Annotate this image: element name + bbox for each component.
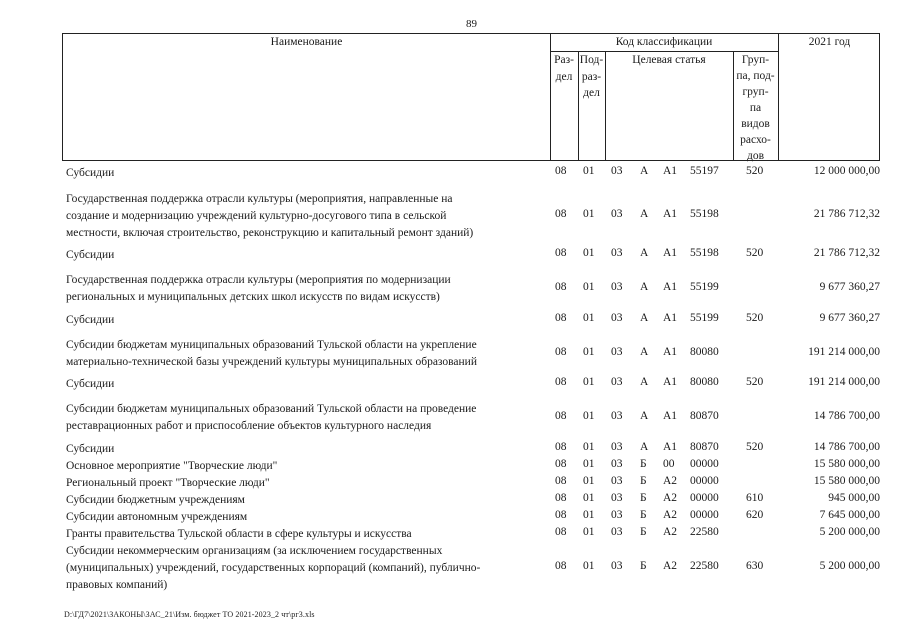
row-target-3: А2 bbox=[663, 560, 678, 572]
row-razdel: 08 bbox=[555, 346, 567, 358]
row-name: Субсидии bbox=[66, 378, 115, 390]
row-amount: 191 214 000,00 bbox=[808, 346, 880, 358]
row-target-2: А bbox=[640, 376, 649, 388]
row-name: Субсидии bbox=[66, 314, 115, 326]
row-vid: 520 bbox=[746, 312, 764, 324]
row-target-3: А2 bbox=[663, 492, 678, 504]
row-target-4: 80870 bbox=[690, 441, 719, 453]
row-podrazdel: 01 bbox=[583, 526, 595, 538]
row-amount: 21 786 712,32 bbox=[813, 247, 880, 259]
row-name: Субсидии bbox=[66, 167, 115, 179]
row-amount: 14 786 700,00 bbox=[813, 441, 880, 453]
row-podrazdel: 01 bbox=[583, 208, 595, 220]
row-target-1: 03 bbox=[611, 492, 623, 504]
row-amount: 945 000,00 bbox=[828, 492, 880, 504]
row-target-4: 55199 bbox=[690, 312, 719, 324]
row-podrazdel: 01 bbox=[583, 281, 595, 293]
row-vid: 520 bbox=[746, 441, 764, 453]
row-target-1: 03 bbox=[611, 410, 623, 422]
row-podrazdel: 01 bbox=[583, 410, 595, 422]
row-amount: 9 677 360,27 bbox=[819, 312, 880, 324]
row-amount: 7 645 000,00 bbox=[819, 509, 880, 521]
header-year: 2021 год bbox=[808, 36, 851, 48]
row-vid: 520 bbox=[746, 376, 764, 388]
row-target-3: А2 bbox=[663, 509, 678, 521]
row-target-1: 03 bbox=[611, 376, 623, 388]
row-name: Государственная поддержка отрасли культуры (мероприятия по модернизации региональных и муниципальных детских школ искусств по видам искусств) bbox=[66, 274, 451, 303]
row-razdel: 08 bbox=[555, 312, 567, 324]
row-podrazdel: 01 bbox=[583, 560, 595, 572]
row-target-3: А1 bbox=[663, 165, 678, 177]
row-podrazdel: 01 bbox=[583, 441, 595, 453]
row-target-4: 55198 bbox=[690, 208, 719, 220]
row-target-3: А1 bbox=[663, 312, 678, 324]
row-target-4: 00000 bbox=[690, 492, 719, 504]
page-number: 89 bbox=[466, 18, 477, 30]
row-razdel: 08 bbox=[555, 526, 567, 538]
row-target-3: 00 bbox=[663, 458, 675, 470]
row-podrazdel: 01 bbox=[583, 165, 595, 177]
row-razdel: 08 bbox=[555, 441, 567, 453]
row-amount: 9 677 360,27 bbox=[819, 281, 880, 293]
row-target-2: Б bbox=[640, 492, 647, 504]
row-target-2: А bbox=[640, 208, 649, 220]
row-amount: 5 200 000,00 bbox=[819, 560, 880, 572]
row-target-2: А bbox=[640, 410, 649, 422]
row-target-3: А1 bbox=[663, 281, 678, 293]
row-target-4: 22580 bbox=[690, 560, 719, 572]
row-podrazdel: 01 bbox=[583, 492, 595, 504]
row-target-2: А bbox=[640, 346, 649, 358]
row-target-1: 03 bbox=[611, 247, 623, 259]
row-target-2: А bbox=[640, 165, 649, 177]
row-target-4: 80870 bbox=[690, 410, 719, 422]
row-target-3: А2 bbox=[663, 475, 678, 487]
row-amount: 21 786 712,32 bbox=[813, 208, 880, 220]
row-target-3: А1 bbox=[663, 247, 678, 259]
row-amount: 5 200 000,00 bbox=[819, 526, 880, 538]
row-target-1: 03 bbox=[611, 208, 623, 220]
row-name: Субсидии bbox=[66, 249, 115, 261]
row-amount: 191 214 000,00 bbox=[808, 376, 880, 388]
row-podrazdel: 01 bbox=[583, 509, 595, 521]
row-name: Субсидии bbox=[66, 443, 115, 455]
row-target-1: 03 bbox=[611, 526, 623, 538]
row-amount: 14 786 700,00 bbox=[813, 410, 880, 422]
row-target-4: 22580 bbox=[690, 526, 719, 538]
header-name: Наименование bbox=[270, 36, 343, 48]
row-target-4: 80080 bbox=[690, 346, 719, 358]
row-target-3: А2 bbox=[663, 526, 678, 538]
row-razdel: 08 bbox=[555, 458, 567, 470]
row-razdel: 08 bbox=[555, 475, 567, 487]
row-target-4: 00000 bbox=[690, 475, 719, 487]
row-target-1: 03 bbox=[611, 281, 623, 293]
row-amount: 12 000 000,00 bbox=[813, 165, 880, 177]
header-vid: Груп- па, под- груп- па видов расхо- дов bbox=[736, 54, 775, 162]
header-razdel: Раз- дел bbox=[554, 54, 574, 83]
row-vid: 630 bbox=[746, 560, 764, 572]
row-target-3: А1 bbox=[663, 346, 678, 358]
row-target-1: 03 bbox=[611, 475, 623, 487]
row-target-1: 03 bbox=[611, 165, 623, 177]
row-razdel: 08 bbox=[555, 509, 567, 521]
row-vid: 520 bbox=[746, 165, 764, 177]
row-podrazdel: 01 bbox=[583, 458, 595, 470]
row-target-2: А bbox=[640, 281, 649, 293]
row-target-4: 00000 bbox=[690, 509, 719, 521]
row-target-1: 03 bbox=[611, 560, 623, 572]
row-target-4: 80080 bbox=[690, 376, 719, 388]
row-target-1: 03 bbox=[611, 509, 623, 521]
row-target-2: Б bbox=[640, 560, 647, 572]
row-razdel: 08 bbox=[555, 281, 567, 293]
row-podrazdel: 01 bbox=[583, 312, 595, 324]
row-vid: 620 bbox=[746, 509, 764, 521]
row-target-1: 03 bbox=[611, 441, 623, 453]
row-target-4: 55199 bbox=[690, 281, 719, 293]
header-target: Целевая статья bbox=[632, 54, 706, 66]
row-name: Субсидии бюджетным учреждениям bbox=[66, 494, 245, 506]
row-razdel: 08 bbox=[555, 410, 567, 422]
row-podrazdel: 01 bbox=[583, 346, 595, 358]
row-podrazdel: 01 bbox=[583, 475, 595, 487]
row-razdel: 08 bbox=[555, 492, 567, 504]
row-target-2: Б bbox=[640, 458, 647, 470]
row-target-2: Б bbox=[640, 475, 647, 487]
row-target-4: 55197 bbox=[690, 165, 719, 177]
row-target-2: А bbox=[640, 312, 649, 324]
row-target-2: А bbox=[640, 441, 649, 453]
row-name: Основное мероприятие "Творческие люди" bbox=[66, 460, 278, 472]
row-razdel: 08 bbox=[555, 376, 567, 388]
header-podrazdel: Под- раз- дел bbox=[579, 54, 604, 99]
row-target-1: 03 bbox=[611, 312, 623, 324]
row-name: Гранты правительства Тульской области в сфере культуры и искусства bbox=[66, 528, 412, 540]
row-target-3: А1 bbox=[663, 410, 678, 422]
row-razdel: 08 bbox=[555, 247, 567, 259]
row-name: Субсидии бюджетам муниципальных образований Тульской области на проведение реставрационных работ и приспособление объектов культурного наследия bbox=[66, 403, 477, 432]
row-name: Государственная поддержка отрасли культуры (мероприятия, направленные на создание и модернизацию учреждений культурно-досугового типа в сельской местности, включая строительство, реконструкцию и капитальный ремонт зданий) bbox=[66, 193, 474, 239]
row-target-2: Б bbox=[640, 526, 647, 538]
row-target-1: 03 bbox=[611, 458, 623, 470]
row-razdel: 08 bbox=[555, 560, 567, 572]
row-target-2: Б bbox=[640, 509, 647, 521]
header-classification: Код классификации bbox=[615, 36, 713, 48]
row-target-3: А1 bbox=[663, 376, 678, 388]
row-razdel: 08 bbox=[555, 208, 567, 220]
table-header bbox=[62, 33, 880, 161]
row-amount: 15 580 000,00 bbox=[813, 458, 880, 470]
row-amount: 15 580 000,00 bbox=[813, 475, 880, 487]
row-podrazdel: 01 bbox=[583, 247, 595, 259]
row-vid: 520 bbox=[746, 247, 764, 259]
row-target-2: А bbox=[640, 247, 649, 259]
row-target-3: А1 bbox=[663, 441, 678, 453]
row-target-4: 55198 bbox=[690, 247, 719, 259]
row-podrazdel: 01 bbox=[583, 376, 595, 388]
row-target-1: 03 bbox=[611, 346, 623, 358]
row-target-4: 00000 bbox=[690, 458, 719, 470]
row-name: Региональный проект "Творческие люди" bbox=[66, 477, 270, 489]
file-path-footer: D:\ГД7\2021\ЗАКОНЫ\ЗАС_21\Изм. бюджет ТО 2021-2023_2 чт\рг3.xls bbox=[64, 610, 315, 619]
row-razdel: 08 bbox=[555, 165, 567, 177]
row-name: Субсидии автономным учреждениям bbox=[66, 511, 248, 523]
row-target-3: А1 bbox=[663, 208, 678, 220]
row-vid: 610 bbox=[746, 492, 764, 504]
row-name: Субсидии некоммерческим организациям (за исключением государственных (муниципальных) учреждений, государственных корпораций (компаний), публично- правовых компаний) bbox=[66, 545, 481, 591]
row-name: Субсидии бюджетам муниципальных образований Тульской области на укрепление материально-технической базы учреждений культуры муниципальных образований bbox=[66, 339, 477, 368]
